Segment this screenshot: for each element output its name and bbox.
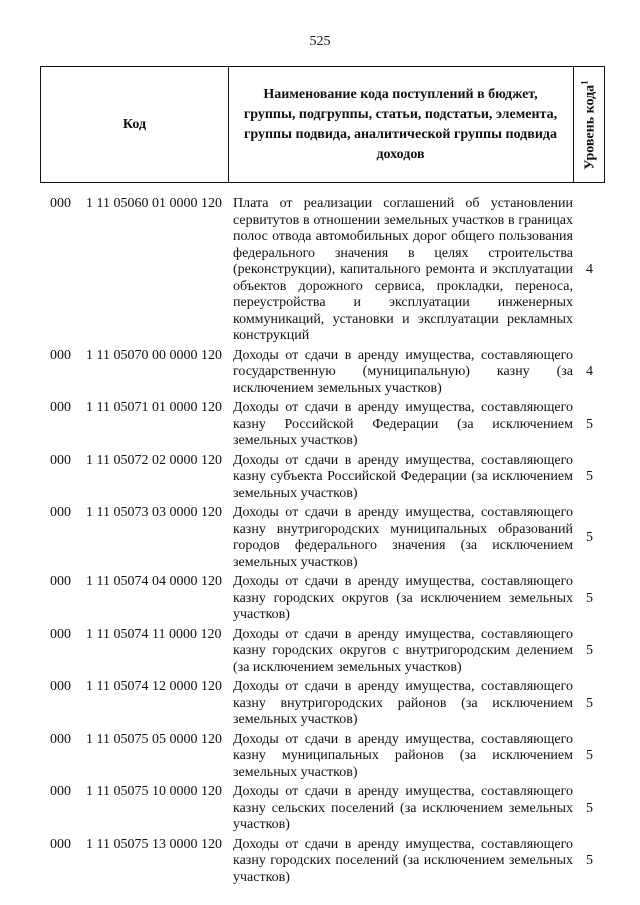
header-level-cell [573,67,604,182]
row-class-code: 000 [50,679,71,694]
table-row [0,627,640,677]
header-level-text: Уровень кода [581,84,597,170]
row-code: 1 11 05075 10 0000 120 [86,784,222,799]
row-class-code: 000 [50,836,71,852]
row-name: Доходы от сдачи в аренду имущества, составляющего казну городских округов (за исключением земельных участков) [233,574,573,622]
row-name: Доходы от сдачи в аренду имущества, составляющего казну субъекта Российской Федерации (за исключением земельных участков) [233,452,573,501]
table-row [0,732,640,782]
row-code: 1 11 05073 03 0000 120 [86,505,222,520]
row-name: Доходы от сдачи в аренду имущества, составляющего казну внутригородских районов (за исключением земельных участков) [233,679,573,727]
row-code: 1 11 05072 02 0000 120 [86,452,222,468]
row-name: Доходы от сдачи в аренду имущества, составляющего казну Российской Федерации (за исключением земельных участков) [233,400,573,448]
table-row [0,574,640,624]
row-code: 1 11 05071 01 0000 120 [86,400,222,415]
table-body [0,196,640,889]
row-name: Плата от реализации соглашений об установлении сервитутов в отношении земельных участков в границах полос отвода автомобильных дорог общего пользования федерального значения в целях строительства (реконструкции), капитального ремонта и эксплуатации объектов дорожного сервиса, прокладки, переноса, переустройства и эксплуатации инженерных коммуникаций, установки и эксплуатации рекламных конструкций [233,196,573,343]
row-level: 5 [586,529,593,545]
row-name: Доходы от сдачи в аренду имущества, составляющего казну внутригородских муниципальных образований городов федерального значения (за исключением земельных участков) [233,505,573,570]
table-row [0,196,640,345]
header-level-footnote: 1 [579,79,590,85]
row-class-code: 000 [50,574,71,589]
row-name: Доходы от сдачи в аренду имущества, составляющего государственную (муниципальную) казну (за исключением земельных участков) [233,347,573,396]
row-level: 5 [586,590,593,606]
row-name: Доходы от сдачи в аренду имущества, составляющего казну сельских поселений (за исключением земельных участков) [233,784,573,832]
row-class-code: 000 [50,505,71,520]
table-header [40,66,605,183]
row-class-code: 000 [50,400,71,415]
header-code-cell [41,67,229,182]
header-code-label: Код [122,116,147,132]
row-name: Доходы от сдачи в аренду имущества, составляющего казну городских поселений (за исключением земельных участков) [233,836,573,885]
row-level: 5 [586,800,593,816]
header-level-label [579,80,598,169]
table-row [0,679,640,729]
header-name-cell [228,67,574,182]
row-code: 1 11 05070 00 0000 120 [86,347,222,363]
table-row [0,348,640,398]
row-code: 1 11 05075 13 0000 120 [86,836,222,852]
row-name: Доходы от сдачи в аренду имущества, составляющего казну городских округов с внутригородским делением (за исключением земельных участков) [233,626,573,675]
row-class-code: 000 [50,347,71,363]
row-level: 4 [586,262,593,277]
row-code: 1 11 05075 05 0000 120 [86,731,222,747]
row-class-code: 000 [50,731,71,747]
table-row [0,400,640,450]
table-row [0,505,640,571]
row-code: 1 11 05060 01 0000 120 [86,196,222,211]
page-number: 525 [309,34,331,49]
row-class-code: 000 [50,626,71,642]
table-row [0,784,640,834]
row-class-code: 000 [50,784,71,799]
row-level: 5 [586,853,593,868]
row-code: 1 11 05074 12 0000 120 [86,679,222,694]
row-code: 1 11 05074 04 0000 120 [86,574,222,589]
row-level: 5 [586,469,593,484]
row-level: 5 [586,416,593,432]
row-code: 1 11 05074 11 0000 120 [86,626,222,642]
row-level: 4 [586,364,593,379]
row-name: Доходы от сдачи в аренду имущества, составляющего казну муниципальных районов (за исключением земельных участков) [233,731,573,780]
row-level: 5 [586,748,593,763]
table-row [0,837,640,887]
row-level: 5 [586,643,593,658]
row-class-code: 000 [50,196,71,211]
header-name-label: Наименование кода поступлений в бюджет, группы, подгруппы, статьи, подстатьи, элемента, группы подвида, аналитической группы подвида доходов [243,86,558,162]
table-row [0,453,640,503]
row-level: 5 [586,695,593,711]
row-class-code: 000 [50,452,71,468]
